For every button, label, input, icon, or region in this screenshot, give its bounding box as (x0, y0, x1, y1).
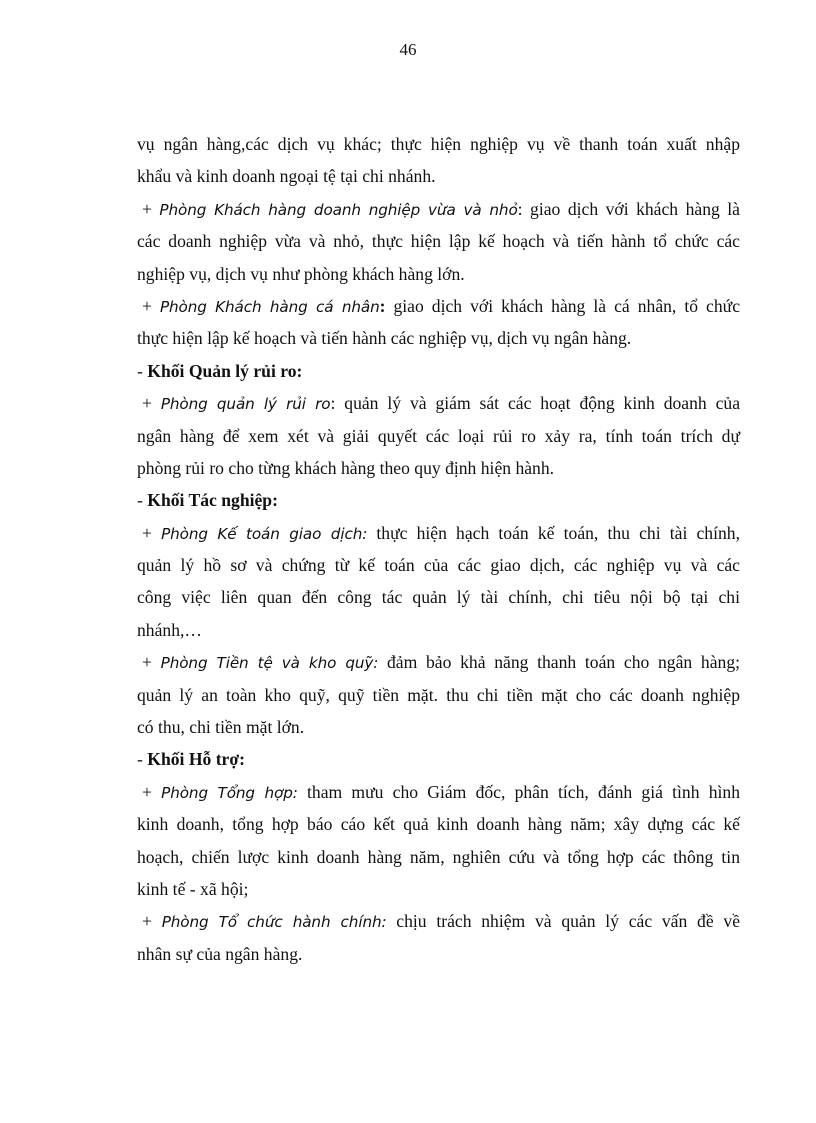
text-run: + (142, 198, 160, 219)
text-run: tham mưu cho Giám đốc, phân tích, đánh giá tình hình (297, 781, 740, 802)
text-run: - (137, 749, 148, 770)
text-run: + (142, 781, 162, 802)
text-line (137, 290, 740, 322)
text-line (137, 355, 740, 387)
page-number: 46 (399, 40, 417, 59)
text-line (137, 711, 740, 743)
text-run: nghiệp vụ, dịch vụ như phòng khách hàng lớn. (137, 263, 465, 284)
text-run: ngân hàng để xem xét và giải quyết các loại rủi ro xảy ra, tính toán trích dự (137, 425, 740, 446)
text-line (137, 517, 740, 549)
text-line (137, 420, 740, 452)
text-run: công việc liên quan đến công tác quản lý tài chính, chi tiêu nội bộ tại chi (137, 587, 740, 608)
text-line (137, 160, 740, 192)
text-line (137, 225, 740, 257)
text-line (137, 614, 740, 646)
text-run: kinh doanh, tổng hợp báo cáo kết quả kinh doanh hàng năm; xây dựng các kế (137, 814, 740, 835)
text-line (137, 679, 740, 711)
text-line (137, 258, 740, 290)
text-run: thực hiện lập kế hoạch và tiến hành các nghiệp vụ, dịch vụ ngân hàng. (137, 328, 632, 349)
italic-heading-text: Phòng quản lý rủi ro (160, 395, 331, 414)
text-run: vụ ngân hàng,các dịch vụ khác; thực hiện nghiệp vụ về thanh toán xuất nhập (137, 134, 740, 154)
text-run: : giao dịch với khách hàng là (517, 198, 740, 219)
text-run: - (137, 360, 148, 381)
body-text (137, 128, 740, 970)
text-line (137, 128, 740, 160)
italic-heading-text: Phòng Kế toán giao dịch: (161, 524, 368, 543)
text-line (137, 776, 740, 808)
text-run: quản lý hồ sơ và chứng từ kế toán của các giao dịch, các nghiệp vụ và các (137, 555, 740, 576)
text-line (137, 193, 740, 225)
text-run: có thu, chi tiền mặt lớn. (137, 717, 305, 738)
text-line (137, 549, 740, 581)
text-line (137, 387, 740, 419)
text-run: giao dịch với khách hàng là cá nhân, tổ chức (385, 295, 740, 316)
text-run: + (142, 393, 161, 414)
text-run: các doanh nghiệp vừa và nhỏ, thực hiện lập kế hoạch và tiến hành tổ chức các (137, 231, 740, 252)
text-line (137, 808, 740, 840)
text-run: : quản lý và giám sát các hoạt động kinh doanh của (330, 393, 741, 414)
text-run: chịu trách nhiệm và quản lý các vấn đề về (386, 911, 741, 932)
text-run: khẩu và kinh doanh ngoại tệ tại chi nhánh. (137, 166, 436, 187)
text-line (137, 452, 740, 484)
text-run: thực hiện hạch toán kế toán, thu chi tài chính, (367, 522, 740, 543)
text-line (137, 905, 740, 937)
bold-text: : (379, 295, 386, 316)
text-run: quản lý an toàn kho quỹ, quỹ tiền mặt. thu chi tiền mặt cho các doanh nghiệp (137, 684, 740, 705)
text-line (137, 484, 740, 516)
text-line (137, 322, 740, 354)
text-run: + (142, 522, 162, 543)
text-run: nhánh,… (137, 619, 202, 640)
text-line (137, 841, 740, 873)
italic-heading-text: Phòng Tiền tệ và kho quỹ: (160, 654, 379, 673)
text-line (137, 581, 740, 613)
text-run: nhân sự của ngân hàng. (137, 943, 303, 964)
text-run: đảm bảo khả năng thanh toán cho ngân hàng; (378, 652, 741, 673)
italic-heading-text: Phòng Tổng hợp: (161, 783, 298, 802)
text-run: + (142, 652, 161, 673)
text-run: kinh tế - xã hội; (137, 878, 249, 899)
text-run: + (142, 295, 160, 316)
text-run: + (142, 911, 162, 932)
text-line (137, 646, 740, 678)
italic-heading-text: Phòng Khách hàng cá nhân (159, 297, 380, 316)
italic-heading-text: Phòng Tổ chức hành chính: (161, 913, 387, 932)
text-line (137, 743, 740, 775)
text-line (137, 873, 740, 905)
bold-text: Khối Quản lý rủi ro: (147, 360, 303, 381)
bold-text: Khối Hỗ trợ: (147, 749, 245, 770)
bold-text: Khối Tác nghiệp: (147, 490, 278, 511)
text-line (137, 938, 740, 970)
text-run: hoạch, chiến lược kinh doanh hàng năm, nghiên cứu và tổng hợp các thông tin (137, 846, 740, 867)
text-run: - (137, 490, 148, 511)
text-run: phòng rủi ro cho từng khách hàng theo quy định hiện hành. (137, 457, 555, 478)
italic-heading-text: Phòng Khách hàng doanh nghiệp vừa và nhỏ (159, 200, 518, 219)
